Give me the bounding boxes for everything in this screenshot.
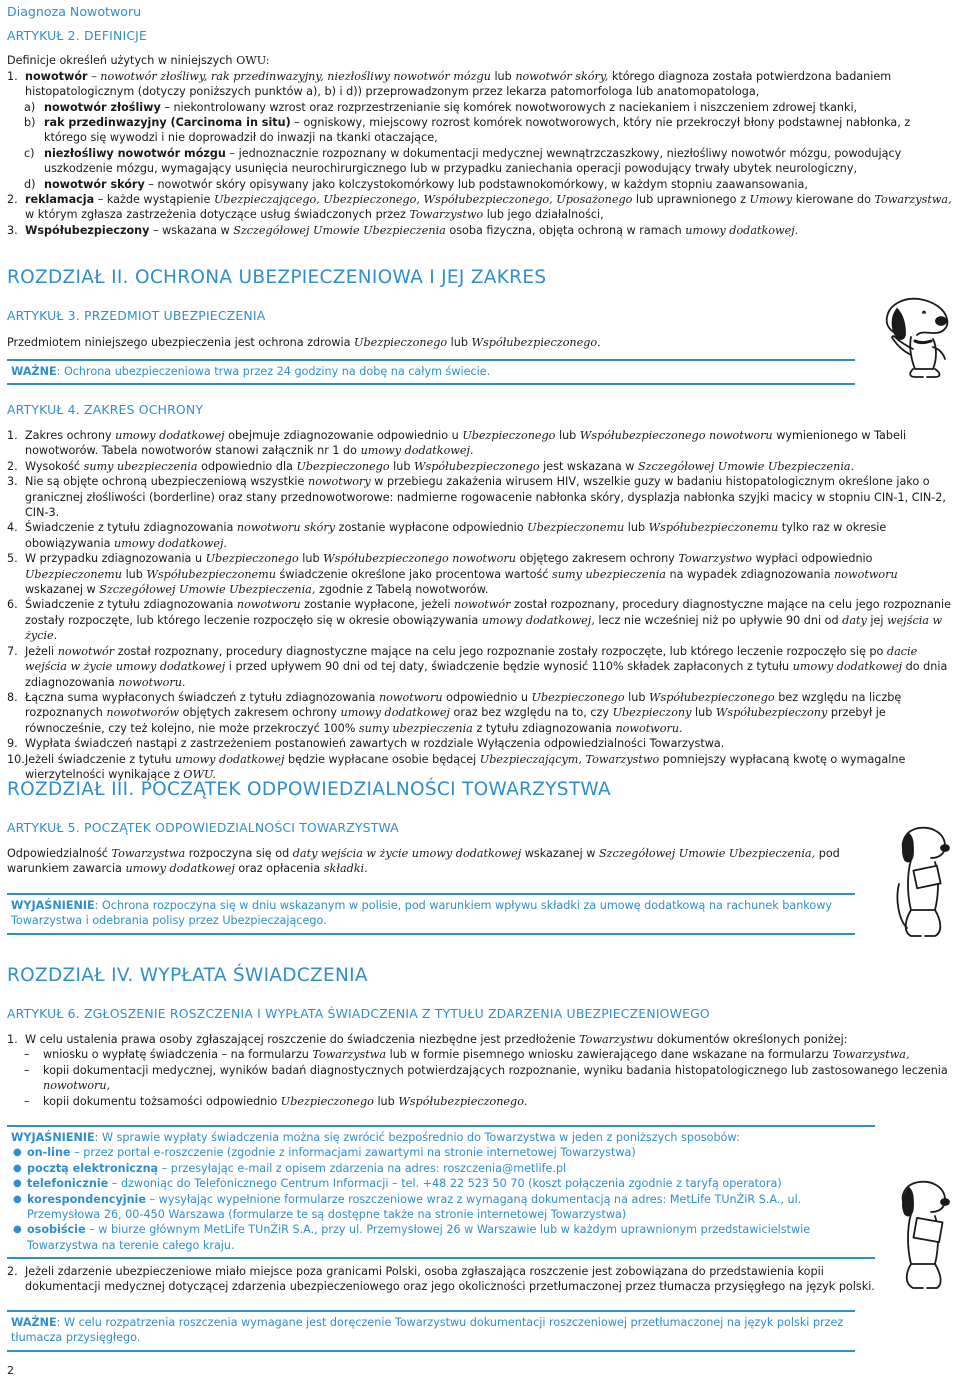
important-note [7,359,855,385]
contact-method: on-line [27,1146,71,1160]
definition-1 [7,69,953,100]
intro-owu: OWU: [236,54,270,68]
definition-1c [7,146,953,177]
list-item [7,474,953,520]
bullet-icon: ● [13,1193,22,1205]
article-3-text [7,335,601,350]
note-label: WYJAŚNIENIE [11,899,95,912]
article-2-intro [7,53,953,68]
article-5-heading: ARTYKUŁ 5. POCZĄTEK ODPOWIEDZIALNOŚCI TOWARZYSTWA [7,820,399,835]
definition-1d [7,177,953,192]
text: Umowy [749,193,793,207]
article-2-heading: ARTYKUŁ 2. DEFINICJE [7,28,148,43]
definition-2 [7,192,953,223]
snoopy-waving-icon [875,291,959,383]
note-text: : Ochrona ubezpieczeniowa trwa przez 24 godziny na dobę na całym świecie. [56,365,491,378]
bullet-icon: ● [13,1178,22,1190]
term: reklamacja [25,193,95,207]
note-text: : W celu rozpatrzenia roszczenia wymagane jest doręczenie Towarzystwu dokumentacji roszczeniowej przetłumaczonej na język polski przez tłumacza przysięgłego. [11,1316,844,1345]
text: umowy dodatkowej. [685,223,799,237]
article-2 [7,28,953,238]
bullet-icon: ● [13,1147,22,1159]
text: lub uprawnionego z [632,193,750,207]
definition-1a [7,100,953,115]
note-label: WAŻNE [11,1316,57,1329]
item-number: 8. [7,690,18,704]
item-letter: c) [24,146,35,160]
contact-method: pocztą elektroniczną [27,1161,159,1175]
intro-text: Definicje określeń użytych w niniejszych [7,54,237,68]
text: kierowane do [792,193,875,207]
list-item [11,1145,871,1160]
list-item [7,736,953,751]
item-number: 1. [7,1033,18,1046]
chapter-2-title: ROZDZIAŁ II. OCHRONA UBEZPIECZENIOWA I JEJ ZAKRES [7,267,547,288]
article-6-point-1 [7,1032,953,1109]
snoopy-reading-icon [887,1178,959,1294]
item-text: Jeżeli świadczenie z tytułu umowy dodatkowej będzie wypłacane osobie będącej Ubezpieczającym, Towarzystwo pomniejszy wypłacaną kwotę o wymagalne wierzytelności wynikające z OWU. [25,752,906,781]
text: Ubezpieczonego [354,336,448,349]
list-item [7,1063,953,1094]
contact-description: – przesyłając e-mail z opisem zdarzenia na adres: roszczenia@metlife.pl [158,1161,567,1175]
list-item [7,1047,953,1062]
item-letter: b) [24,116,36,130]
chapter-4-title: ROZDZIAŁ IV. WYPŁATA ŚWIADCZENIA [7,965,368,986]
list-item [7,428,953,459]
item-text: Wypłata świadczeń nastąpi z zastrzeżeniem postanowień zawartych w rozdziale Wyłączenia odpowiedzialności Towarzystwa. [25,737,725,751]
article-4-heading: ARTYKUŁ 4. ZAKRES OCHRONY [7,402,204,417]
list-item [7,459,953,474]
term: nowotwór [25,69,88,83]
bullet-icon: ● [13,1162,22,1174]
list-item [7,597,953,643]
contact-description: – przez portal e-roszczenie (zgodnie z informacjami zawartymi na stronie internetowej Towarzystwa) [70,1146,636,1160]
list-item [11,1161,871,1176]
item-text: Jeżeli nowotwór został rozpoznany, procedury diagnostyczne mające na celu jego rozpoznanie zostały rozpoczęte, lub którego leczenie rozpoczęło się po dacie wejścia w życie umowy dodatkowej i przed upływem 90 dni od tej daty, świadczenie będzie wynosić 110% składek zapłaconych z tytułu umowy dodatkowej do dnia zdiagnozowania nowotworu. [25,644,948,689]
article-6-heading: ARTYKUŁ 6. ZGŁOSZENIE ROSZCZENIA I WYPŁATA ŚWIADCZENIA Z TYTUŁU ZDARZENIA UBEZPIECZENIOWEGO [7,1006,710,1021]
item-number: 3. [7,475,18,489]
text: Przedmiotem niniejszego ubezpieczenia jest ochrona zdrowia [7,336,355,349]
text: Współubezpieczonego. [471,336,601,349]
text: – każde wystąpienie [94,193,214,207]
item-number: 10. [7,752,25,766]
contact-methods [11,1145,871,1253]
dash-marker: – [24,1048,30,1062]
list-item [7,644,953,690]
item-number: 4. [7,521,18,535]
text: – nowotwór złośliwy, rak przedinwazyjny, niezłośliwy nowotwór mózgu [87,69,491,83]
contact-method: osobiście [27,1223,86,1237]
item-number: 7. [7,644,18,658]
contact-description: – w biurze głównym MetLife TUnŻiR S.A., przy ul. Przemysłowej 26 w Warszawie lub w każdym uprawnionym przedstawicielstwie Towarzystwa na terenie całego kraju. [27,1223,811,1252]
bullet-icon: ● [13,1224,22,1236]
text: Towarzystwo [409,208,484,222]
item-text: W przypadku zdiagnozowania u Ubezpieczonego lub Współubezpieczonego nowotworu objętego zakresem ochrony Towarzystwo wypłaci odpowiednio Ubezpieczonemu lub Współubezpieczonemu świadczenie określone jako procentowa wartość sumy ubezpieczenia na wypadek zdiagnozowania nowotworu wskazanej w Szczegółowej Umowie Ubezpieczenia, zgodnie z Tabelą nowotworów. [25,552,898,597]
chapter-3-title: ROZDZIAŁ III. POCZĄTEK ODPOWIEDZIALNOŚCI TOWARZYSTWA [7,779,611,800]
item-number: 2. [7,193,18,207]
text: Ubezpieczającego, Ubezpieczonego, Współubezpieczonego, Uposażonego [214,193,633,207]
page-header: Diagnoza Nowotworu [7,4,142,19]
text: lub jego działalności, [483,208,604,222]
list-item [7,1032,953,1047]
item-text: Świadczenie z tytułu zdiagnozowania nowotworu zostanie wypłacone, jeżeli nowotwór został rozpoznany, procedury diagnostyczne mające na celu jego rozpoznanie zostały rozpoczęte, lub którego leczenie rozpoczęło się w okresie obowiązywania umowy dodatkowej, lecz nie wcześniej niż po upływie 90 dni od daty jej wejścia w życie. [25,598,952,643]
text: nowotwór skóry, [515,69,609,83]
note-text: : Ochrona rozpoczyna się w dniu wskazanym w polisie, pod warunkiem wpływu składki za umowę dodatkową na rachunek bankowy Towarzystwa i odebrania polisy przez Ubezpieczającego. [11,899,833,928]
text: – nowotwór skóry opisywany jako kolczystokomórkowy lub podstawnokomórkowy, w każdym stopniu zaawansowania, [144,177,808,191]
text: – niekontrolowany wzrost oraz rozprzestrzenianie się komórek nowotworowych z naciekaniem i niszczeniem zdrowej tkanki, [160,100,858,114]
list-item [7,551,953,597]
document-list [7,1047,953,1109]
item-number: 3. [7,223,18,237]
dash-marker: – [24,1063,30,1077]
item-number: 1. [7,69,18,83]
contact-method: telefonicznie [27,1177,109,1191]
item-text: kopii dokumentu tożsamości odpowiednio Ubezpieczonego lub Współubezpieczonego. [43,1094,528,1108]
text: lub [490,69,516,83]
text: – ogniskowy, miejscowy rozrost komórek nowotworowych, który nie przekroczył błony podstawnej nabłonka, z którego się wywodzi i nie doprowadził do inwazji na tkanki otaczające, [44,116,911,145]
text: którego diagnoza została potwierdzona badaniem histopatologicznym (dotyczy poniższych punktów a), b) i d)) przeprowadzonym przez lekarza patomorfologa lub anatomopatologa, [25,69,892,99]
article-6-point-2 [7,1264,885,1295]
definition-3 [7,223,953,238]
item-number: 1. [7,429,18,442]
item-number: 5. [7,552,18,566]
list-item [7,752,953,783]
item-text: Świadczenie z tytułu zdiagnozowania nowotworu skóry zostanie wypłacone odpowiednio Ubezpieczonemu lub Współubezpieczonemu tylko raz w okresie obowiązywania umowy dodatkowej. [25,521,887,550]
note-text: : W sprawie wypłaty świadczenia można się zwrócić bezpośrednio do Towarzystwa w jeden z poniższych sposobów: [94,1131,740,1144]
article-5-text: Odpowiedzialność Towarzystwa rozpoczyna się od daty wejścia w życie umowy dodatkowej wskazanej w Szczegółowej Umowie Ubezpieczenia, pod warunkiem zawarcia umowy dodatkowej oraz opłacenia składki. [7,847,840,876]
definition-1b [7,115,953,146]
item-text: wniosku o wypłatę świadczenia – na formularzu Towarzystwa lub w formie pisemnego wniosku zawierającego dane wskazane na formularzu Towarzystwa, [43,1048,910,1062]
text: Szczegółowej Umowie Ubezpieczenia [233,223,446,237]
item-text: Nie są objęte ochroną ubezpieczeniową wszystkie nowotwory w przebiegu zakażenia wirusem HIV, wszelkie guzy w badaniu histopatologicznym określone jako o granicznej złośliwości (borderline) oraz stany przednowotworowe: nadmierne rogowacenie nabłonka skóry, dysplazja nabłonka szyjki macicy w stopniu CIN-1, CIN-2, CIN-3. [25,475,946,520]
text: – wskazana w [149,223,234,237]
list-item [7,1094,953,1109]
contact-description: – wysyłając wypełnione formularze roszczeniowe wraz z wymaganą dokumentacją na adres: MetLife TUnŻiR S.A., ul. Przemysłowa 26, 00-450 Warszawa (formularze te są dostępne także na stronie internetowej Towarzystwa) [27,1192,802,1222]
contact-description: – dzwoniąc do Telefonicznego Centrum Informacji – tel. +48 22 523 50 70 (koszt połączenia zgodnie z taryfą operatora) [108,1177,782,1191]
term: rak przedinwazyjny (Carcinoma in situ) [44,116,291,130]
text: Jeżeli zdarzenie ubezpieczeniowe miało miejsce poza granicami Polski, osoba zgłaszająca roszczenie jest zobowiązana do przedstawienia kopii dokumentacji medycznej dotyczącej zdarzenia ubezpieczeniowego oraz jego okoliczności przetłumaczonej przez tłumacza przysięgłego na język polski. [25,1265,875,1294]
article-4-list [7,428,953,782]
text: osoba fizyczna, objęta ochroną w ramach [445,223,686,237]
explanation-note [7,893,855,935]
page-number: 2 [7,1363,14,1377]
text: Towarzystwa, [874,193,952,207]
list-item [11,1222,871,1253]
list-item [7,520,953,551]
dash-marker: – [24,1094,30,1108]
list-item [7,690,953,736]
item-number: 6. [7,598,18,612]
list-item [11,1176,871,1191]
note-label: WYJAŚNIENIE [11,1131,95,1144]
term: nowotwór skóry [44,177,145,191]
item-letter: a) [24,100,36,114]
contact-method: korespondencyjnie [27,1192,146,1206]
text: lub [447,336,472,349]
item-text: W celu ustalenia prawa osoby zgłaszającej roszczenie do świadczenia niezbędne jest przedłożenie Towarzystwu dokumentów określonych poniżej: [25,1033,848,1046]
list-item [11,1192,871,1223]
item-text: Zakres ochrony umowy dodatkowej obejmuje zdiagnozowanie odpowiednio u Ubezpieczonego lub Współubezpieczonego nowotworu wymienionego w Tabeli nowotworów. Tabela nowotworów stanowi załącznik nr 1 do umowy dodatkowej. [25,429,907,458]
important-note-translation [7,1310,855,1352]
item-text: Łączna suma wypłaconych świadczeń z tytułu zdiagnozowania nowotworu odpowiednio u Ubezpieczonego lub Współubezpieczonego bez względu na liczbę rozpoznanych nowotworów objętych zakresem ochrony umowy dodatkowej oraz bez względu na to, czy Ubezpieczony lub Współubezpieczony przebył je równocześnie, czy też kolejno, nie może przekroczyć 100% sumy ubezpieczenia z tytułu zdiagnozowania nowotworu. [25,690,902,735]
item-number: 2. [7,459,18,473]
item-letter: d) [24,177,36,191]
item-text: kopii dokumentacji medycznej, wyników badań diagnostycznych potwierdzających rozpoznanie, wyniku badania histopatologicznego lub zastosowanego leczenia nowotworu, [43,1063,948,1093]
text: – jednoznacznie rozpoznany w dokumentacji medycznej wewnątrzczaszkowy, niezłośliwy nowotwór mózgu, powodujący uszkodzenie mózgu, wymagający usunięcia neurochirurgicznego lub w przypadku zaniechania operacji powodujący trwały ubytek neurologiczny, [44,146,902,176]
term: nowotwór złośliwy [44,100,161,114]
snoopy-reading-icon [885,824,959,944]
term: Współubezpieczony [25,223,150,237]
article-3-heading: ARTYKUŁ 3. PRZEDMIOT UBEZPIECZENIA [7,308,266,323]
item-text: Wysokość sumy ubezpieczenia odpowiednio dla Ubezpieczonego lub Współubezpieczonego jest wskazana w Szczegółowej Umowie Ubezpieczenia. [25,459,855,473]
text: w którym zgłasza zastrzeżenia dotyczące usług świadczonych przez [25,208,410,222]
explanation-note-contact [7,1125,875,1259]
term: niezłośliwy nowotwór mózgu [44,146,226,160]
note-label: WAŻNE [11,365,57,378]
item-number: 9. [7,737,18,751]
item-number: 2. [7,1265,18,1278]
